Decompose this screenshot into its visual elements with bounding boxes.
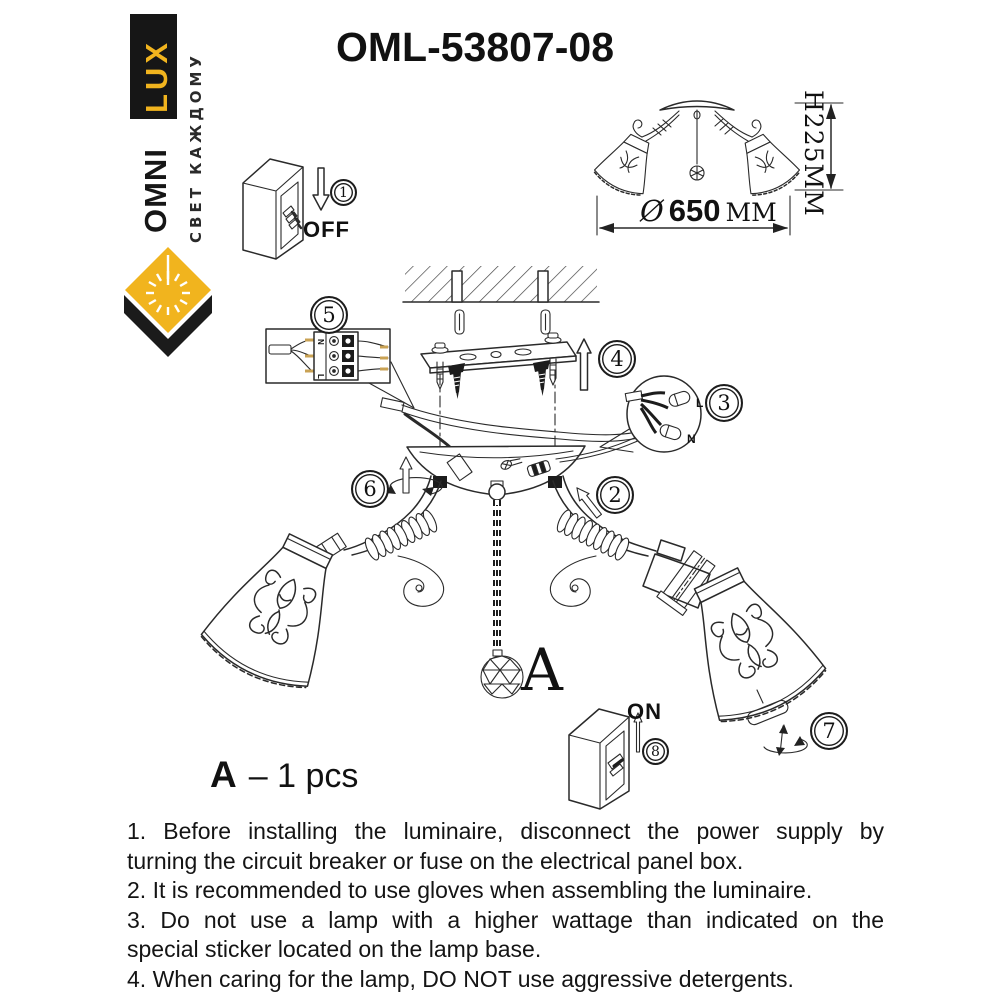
arrow-up-icon <box>577 339 591 390</box>
pendant-part-label: A <box>521 636 563 704</box>
arrow-up-icon <box>400 457 412 493</box>
callout-3: 3 <box>705 384 743 422</box>
ceiling <box>403 266 599 302</box>
instruction-line: special sticker located on the lamp base. <box>127 936 542 962</box>
live-wire-label: L <box>696 396 704 410</box>
callout-8: 8 <box>642 738 669 765</box>
callout-5: 5 <box>310 296 348 334</box>
terminal-live-label: L <box>316 374 325 379</box>
height-label: H225MM <box>799 90 828 217</box>
brand-tagline: СВЕТ КАЖДОМУ <box>187 52 205 243</box>
instruction-line: 4. When caring for the lamp, DO NOT use aggressive detergents. <box>127 965 794 992</box>
callout-1: 1 <box>330 179 357 206</box>
overview-left-shade <box>591 127 664 201</box>
diameter-symbol: Ø <box>640 194 664 228</box>
instructions-block <box>127 817 884 994</box>
panel-box-off <box>243 159 329 259</box>
neutral-wire-label: N <box>687 432 696 446</box>
instruction-line: 3. Do not use a lamp with a higher wattage than indicated on the <box>127 906 884 933</box>
legend-qty: – 1 pcs <box>248 757 359 795</box>
instruction-line: turning the circuit breaker or fuse on the electrical panel box. <box>127 847 744 874</box>
terminal-block-callout <box>266 329 414 408</box>
canopy <box>407 446 585 500</box>
legend-part: A <box>210 754 237 795</box>
crystal-ball <box>481 656 523 698</box>
instruction-line: 1. Before installing the luminaire, disconnect the power supply by <box>127 818 884 844</box>
arrow-down-icon <box>313 168 329 210</box>
diameter-unit: MM <box>725 198 777 227</box>
instruction-line: 2. It is recommended to use gloves when assembling the luminaire. <box>127 877 813 903</box>
left-arm-coil <box>363 508 440 562</box>
right-arm-coil <box>555 508 632 562</box>
off-label: OFF <box>303 217 350 242</box>
mounting-bracket <box>421 333 591 399</box>
callout-6: 6 <box>351 470 389 508</box>
callout-7: 7 <box>810 712 848 750</box>
chain <box>493 500 502 656</box>
parts-legend <box>210 754 358 796</box>
callout-2: 2 <box>596 476 634 514</box>
diameter-label <box>640 193 777 229</box>
callout-4: 4 <box>598 340 636 378</box>
brand-name-omni: OMNI <box>138 148 173 233</box>
wall-plugs <box>455 310 550 334</box>
supply-wires <box>381 398 647 449</box>
on-label: ON <box>627 699 662 724</box>
brand-name-lux: LUX <box>139 39 174 113</box>
rotate-icon-ring <box>764 724 807 756</box>
page-title: OML-53807-08 <box>335 24 614 70</box>
diameter-value: 650 <box>668 193 721 228</box>
terminal-neutral-label: N <box>316 339 325 345</box>
overview-right-shade <box>730 127 803 201</box>
